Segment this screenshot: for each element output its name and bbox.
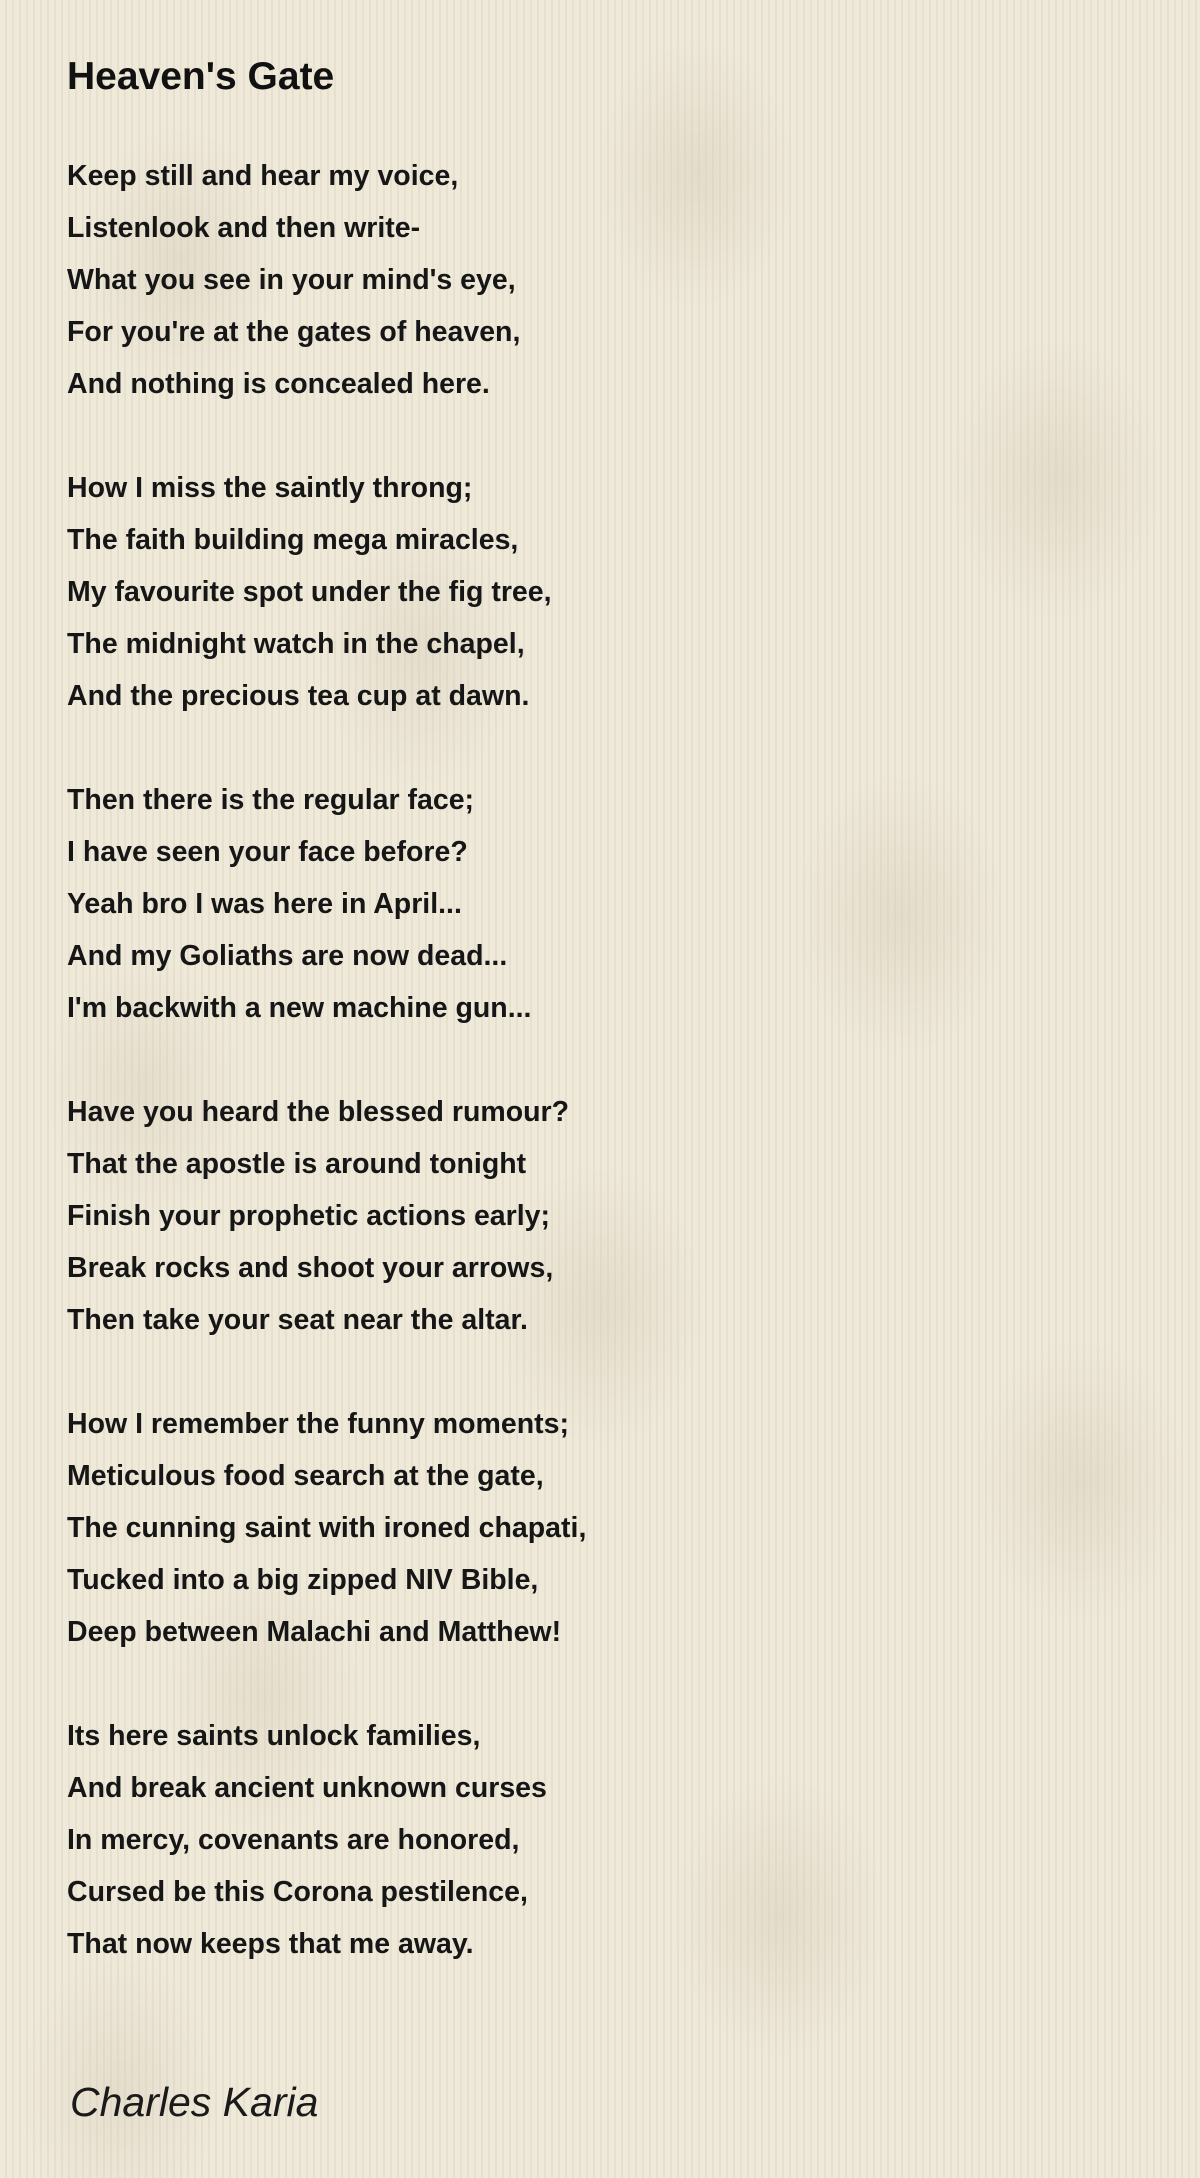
poem-line: That now keeps that me away. [67, 1928, 474, 1960]
poem-line: What you see in your mind's eye, [67, 264, 516, 296]
stanza [67, 1086, 586, 1346]
poem-line: The cunning saint with ironed chapati, [67, 1512, 587, 1544]
stanza [67, 1710, 586, 1970]
poem-line: Finish your prophetic actions early; [67, 1200, 551, 1232]
poem-line: And my Goliaths are now dead... [67, 940, 508, 972]
poem-line: And break ancient unknown curses [67, 1772, 547, 1804]
poem-line: I'm backwith a new machine gun... [67, 992, 532, 1024]
stanza [67, 150, 586, 410]
stanza [67, 462, 586, 722]
poem-line: Break rocks and shoot your arrows, [67, 1252, 554, 1284]
poem-line: My favourite spot under the fig tree, [67, 576, 552, 608]
poem-line: Then take your seat near the altar. [67, 1304, 528, 1336]
poem-line: Then there is the regular face; [67, 784, 475, 816]
poem-line: Tucked into a big zipped NIV Bible, [67, 1564, 539, 1596]
poem-line: Listenlook and then write- [67, 212, 421, 244]
poem-line: I have seen your face before? [67, 836, 468, 868]
poem-line: How I remember the funny moments; [67, 1408, 569, 1440]
stanza [67, 1398, 586, 1658]
poem-line: The faith building mega miracles, [67, 524, 519, 556]
poem-line: In mercy, covenants are honored, [67, 1824, 520, 1856]
poem-body [67, 150, 586, 2022]
poem-title: Heaven's Gate [67, 55, 335, 98]
poem-line: Cursed be this Corona pestilence, [67, 1876, 528, 1908]
poem-line: Yeah bro I was here in April... [67, 888, 462, 920]
poem-line: How I miss the saintly throng; [67, 472, 473, 504]
poem-line: Its here saints unlock families, [67, 1720, 481, 1752]
poem-line: Have you heard the blessed rumour? [67, 1096, 570, 1128]
poem-line: And the precious tea cup at dawn. [67, 680, 530, 712]
poem-line: Deep between Malachi and Matthew! [67, 1616, 562, 1648]
poem-line: Keep still and hear my voice, [67, 160, 459, 192]
stanza [67, 774, 586, 1034]
poem-line: For you're at the gates of heaven, [67, 316, 521, 348]
poem-line: The midnight watch in the chapel, [67, 628, 525, 660]
poem-line: And nothing is concealed here. [67, 368, 490, 400]
poem-author: Charles Karia [70, 2079, 319, 2125]
poem-line: Meticulous food search at the gate, [67, 1460, 544, 1492]
poem-line: That the apostle is around tonight [67, 1148, 527, 1180]
